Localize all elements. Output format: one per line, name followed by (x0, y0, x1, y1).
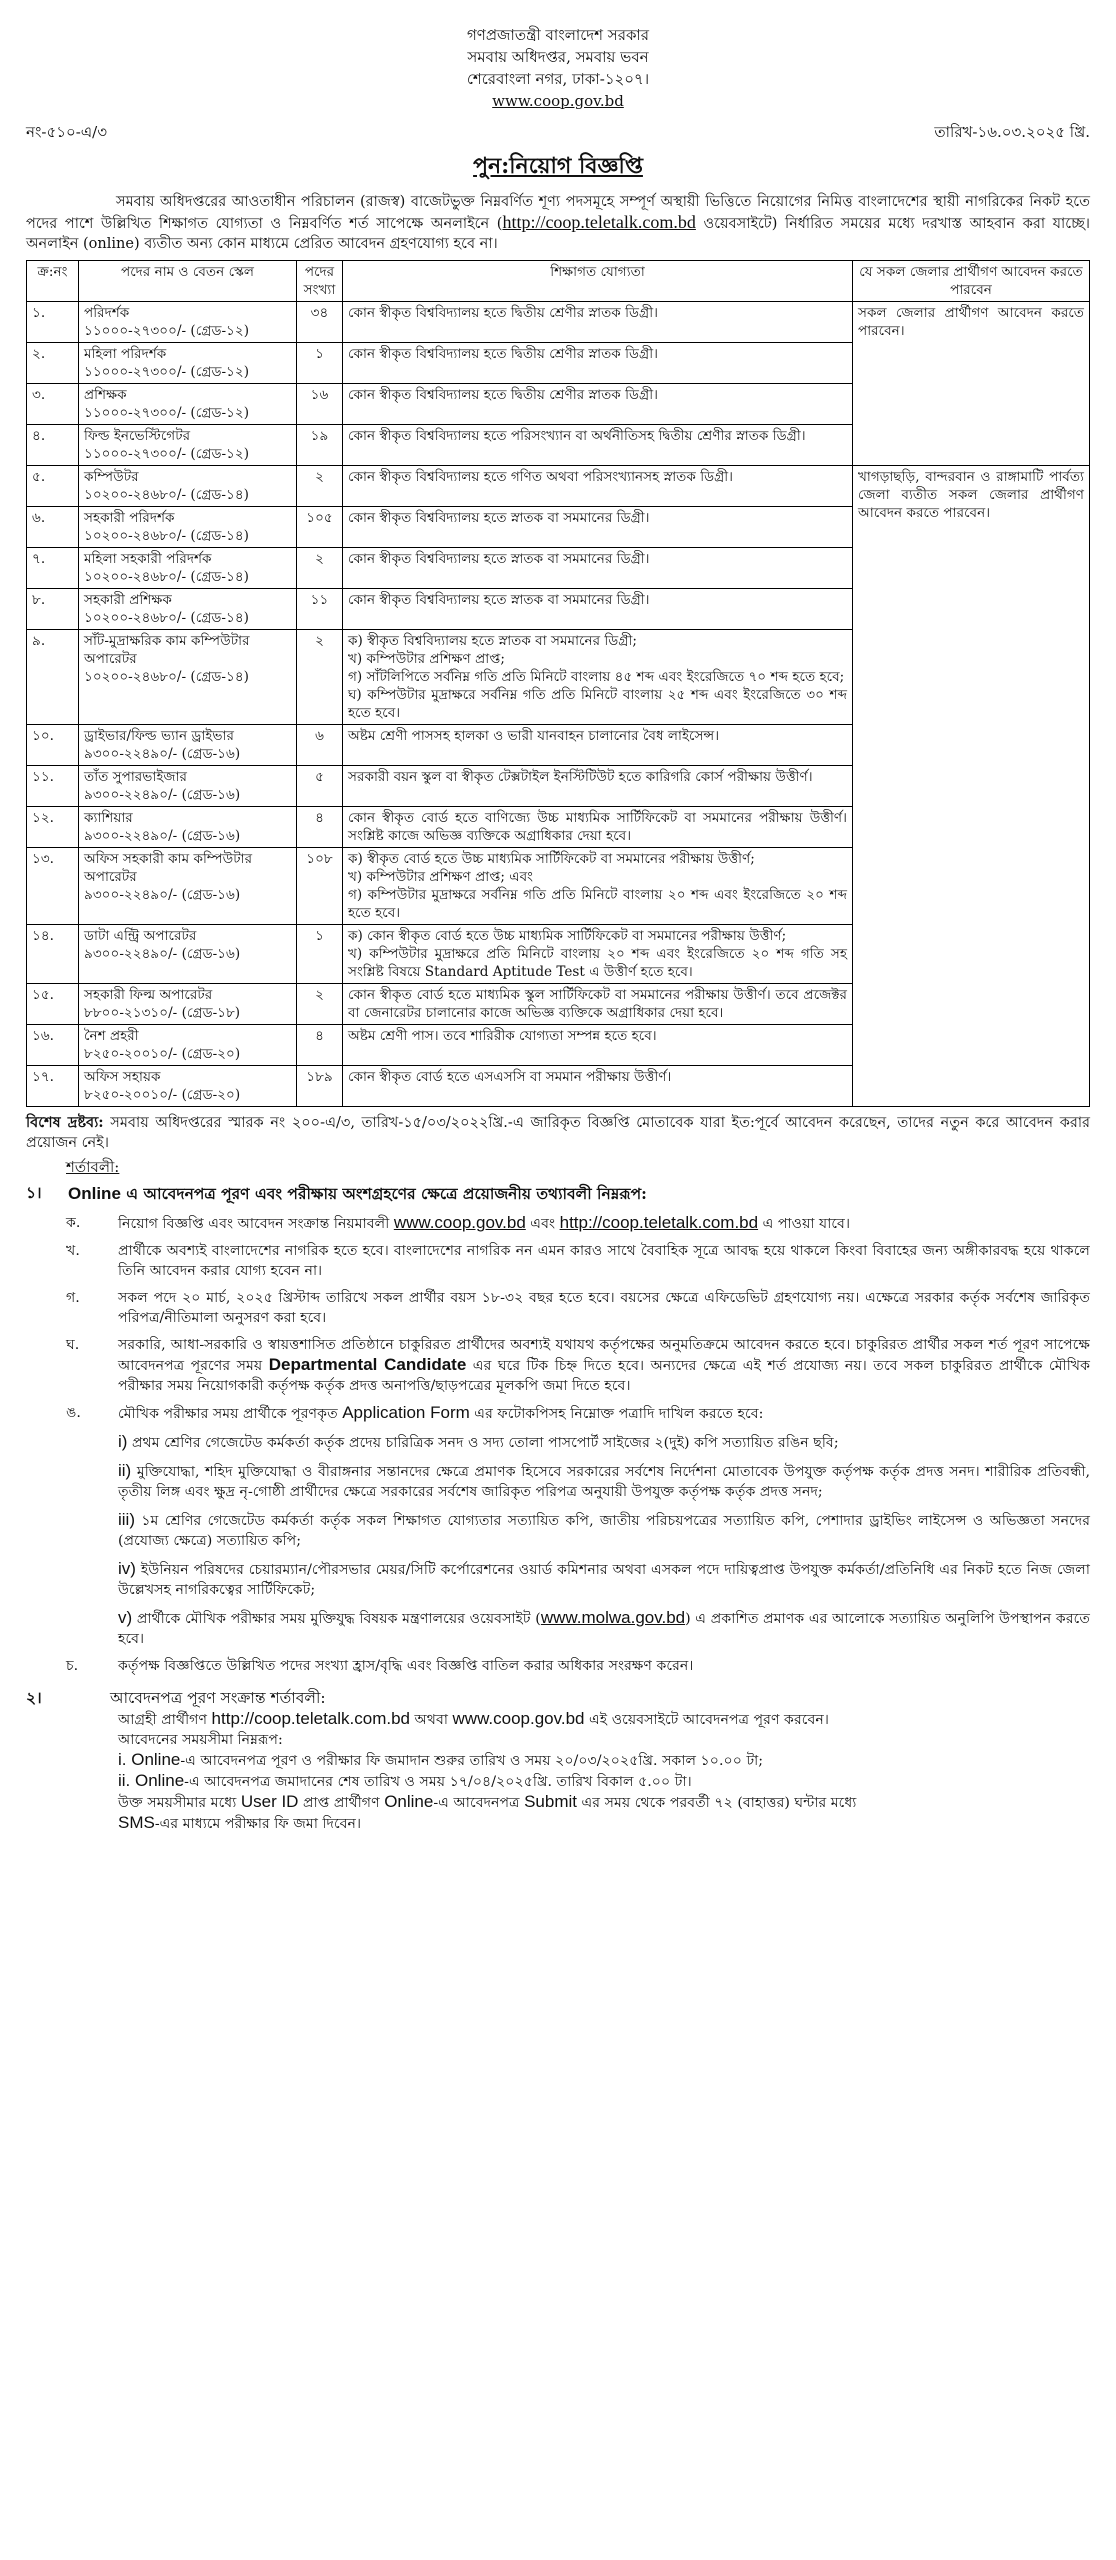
qualification-line: ক) কোন স্বীকৃত বোর্ড হতে উচ্চ মাধ্যমিক সার্টিফিকেট বা সমমানের পরীক্ষায় উত্তীর্ণ; (348, 927, 787, 944)
condition-ka: ক. নিয়োগ বিজ্ঞপ্তি এবং আবেদন সংক্রান্ত নিয়মাবলী www.coop.gov.bd এবং http://coop.teletalk.com.bd এ পাওয়া যাবে। (66, 1213, 851, 1233)
post-name: অফিস সহকারী কাম কম্পিউটার অপারেটর (84, 850, 253, 885)
row-serial: ১. (27, 301, 79, 342)
table-row (27, 465, 1090, 506)
row-post-name-cell (79, 1065, 297, 1106)
pay-scale: ৮২৫০-২০০১০/- (গ্রেড-২০) (84, 1045, 241, 1062)
eligible-districts-all: সকল জেলার প্রার্থীগণ আবেদন করতে পারবেন। (853, 301, 1090, 465)
pay-scale: ১০২০০-২৪৬৮০/- (গ্রেড-১৪) (84, 609, 249, 626)
row-serial: ১৬. (27, 1024, 79, 1065)
qualification-line: কোন স্বীকৃত বিশ্ববিদ্যালয় হতে গণিত অথবা পরিসংখ্যানসহ স্নাতক ডিগ্রী। (348, 468, 734, 485)
document-item-iii: iii) ১ম শ্রেণির গেজেটেড কর্মকর্তা কর্তৃক সকল শিক্ষাগত যোগ্যতার সত্যায়িত কপি, জাতীয় পরিচয়পত্রের সত্যায়িত কপি, পেশাদার ড্রাইভিং লাইসেন্স ও অভিজ্ঞতা সনদের (প্রযোজ্য ক্ষেত্রে) সত্যায়িত কপি; (118, 1510, 1090, 1550)
deadline-item-ii: ii. Online-এ আবেদনপত্র জমাদানের শেষ তারিখ ও সময় ১৭/০৪/২০২৫খ্রি. তারিখ বিকাল ৫.০০ টা। (118, 1771, 692, 1791)
row-qualification (343, 588, 853, 629)
qualification-line: কোন স্বীকৃত বিশ্ববিদ্যালয় হতে দ্বিতীয় শ্রেণীর স্নাতক ডিগ্রী। (348, 386, 658, 403)
post-name: সহকারী প্রশিক্ষক (84, 591, 172, 608)
eligible-districts-except-hill: খাগড়াছড়ি, বান্দরবান ও রাঙ্গামাটি পার্বত্য জেলা ব্যতীত সকল জেলার প্রার্থীগণ আবেদন করতে পারবেন। (853, 465, 1090, 1106)
memo-number: নং-৫১০-এ/৩ (26, 123, 107, 141)
row-serial: ১৪. (27, 924, 79, 983)
posts-table-body (27, 301, 1090, 1106)
row-qualification (343, 629, 853, 724)
row-serial: ১২. (27, 806, 79, 847)
qualification-line: কোন স্বীকৃত বোর্ড হতে বাণিজ্যে উচ্চ মাধ্যমিক সার্টিফিকেট বা সমমানের পরীক্ষায় উত্তীর্ণ। সংশ্লিষ্ট কাজে অভিজ্ঞ ব্যক্তিকে অগ্রাধিকার দেয়া হবে। (348, 809, 847, 844)
row-qualification (343, 1024, 853, 1065)
teletalk-link[interactable]: http://coop.teletalk.com.bd (502, 211, 696, 232)
row-qualification (343, 806, 853, 847)
molwa-website-link[interactable]: www.molwa.gov.bd (540, 1608, 686, 1628)
qualification-line: কোন স্বীকৃত বোর্ড হতে এসএসসি বা সমমান পরীক্ষায় উত্তীর্ণ। (348, 1068, 672, 1085)
table-row (27, 301, 1090, 342)
row-post-name-cell (79, 765, 297, 806)
qualification-line: অষ্টম শ্রেণী পাসসহ হালকা ও ভারী যানবাহন চালানোর বৈধ লাইসেন্স। (348, 727, 720, 744)
row-qualification (343, 465, 853, 506)
row-post-name-cell (79, 424, 297, 465)
row-post-name-cell (79, 1024, 297, 1065)
row-post-count: ৪ (297, 806, 343, 847)
qualification-line: কোন স্বীকৃত বোর্ড হতে মাধ্যমিক স্কুল সার্টিফিকেট বা সমমানের পরীক্ষায় উত্তীর্ণ। তবে প্রজেক্টর বা জেনারেটর চালানোর কাজে অভিজ্ঞ ব্যক্তিকে অগ্রাধিকার দেয়া হবে। (348, 986, 847, 1021)
qualification-line: খ) কম্পিউটার প্রশিক্ষণ প্রাপ্ত; (348, 650, 505, 667)
post-name: তাঁত সুপারভাইজার (84, 768, 188, 785)
pay-scale: ১১০০০-২৭৩০০/- (গ্রেড-১২) (84, 404, 249, 421)
row-serial: ১৫. (27, 983, 79, 1024)
header-post-name: পদের নাম ও বেতন স্কেল (79, 260, 297, 301)
row-post-count: ১ (297, 342, 343, 383)
section-1-number: ১। (26, 1183, 42, 1203)
intro-text-1: সমবায় অধিদপ্তরের আওতাধীন পরিচালন (রাজস্ব) বাজেটভুক্ত নিম্নবর্ণিত শূণ্য পদসমূহে সম্পূর্ণ অস্থায়ী ভিত্তিতে নিয়োগের নিমিত্ত বাংলাদেশের স্থায়ী নাগরিকের নিকট হতে পদের পাশে উল্লিখিত শিক্ষাগত যোগ্যতা ও নিম্নবর্ণিত শর্ত সাপেক্ষে অনলাইনে ( (26, 193, 1090, 232)
row-qualification (343, 724, 853, 765)
section-2-line-3: উক্ত সময়সীমার মধ্যে User ID প্রাপ্ত প্রার্থীগণ Online-এ আবেদনপত্র Submit এর সময় থেকে পরবর্তী ৭২ (বাহাত্তর) ঘন্টার মধ্যে (118, 1792, 857, 1812)
row-post-name-cell (79, 465, 297, 506)
section-2-number: ২। (26, 1688, 42, 1708)
special-notice-label: বিশেষ দ্রষ্টব্য: (26, 1113, 104, 1131)
row-post-count: ১৬ (297, 383, 343, 424)
post-name: নৈশ প্রহরী (84, 1027, 139, 1044)
department-address: শেরেবাংলা নগর, ঢাকা-১২০৭। (466, 70, 650, 88)
row-qualification (343, 924, 853, 983)
row-serial: ৭. (27, 547, 79, 588)
pay-scale: ১১০০০-২৭৩০০/- (গ্রেড-১২) (84, 363, 249, 380)
row-post-name-cell (79, 383, 297, 424)
post-name: ড্রাইভার/ফিল্ড ভ্যান ড্রাইভার (84, 727, 234, 744)
header-eligible-districts: যে সকল জেলার প্রার্থীগণ আবেদন করতে পারবেন (853, 260, 1090, 301)
pay-scale: ৯৩০০-২২৪৯০/- (গ্রেড-১৬) (84, 945, 241, 962)
section-2-line-1: আগ্রহী প্রার্থীগণ http://coop.teletalk.com.bd অথবা www.coop.gov.bd এই ওয়েবসাইটে আবেদনপত্র পূরণ করবেন। (118, 1709, 829, 1729)
row-post-count: ১৮৯ (297, 1065, 343, 1106)
post-name: ডাটা এন্ট্রি অপারেটর (84, 927, 197, 944)
pay-scale: ৮৮০০-২১৩১০/- (গ্রেড-১৮) (84, 1004, 241, 1021)
section-2-line-2: আবেদনের সময়সীমা নিম্নরূপ: (118, 1732, 283, 1749)
pay-scale: ৯৩০০-২২৪৯০/- (গ্রেড-১৬) (84, 745, 241, 762)
row-qualification (343, 342, 853, 383)
condition-gha: ঘ. সরকারি, আধা-সরকারি ও স্বায়ত্তশাসিত প্রতিষ্ঠানে চাকুরিরত প্রার্থীদের অবশ্যই যথাযথ কর্তৃপক্ষের অনুমতিক্রমে আবেদন করতে হবে। চাকুরিরত প্রার্থীর সকল শর্ত পূরণ সাপেক্ষে আবেদনপত্র পূরণের সময় Departmental Candidate এর ঘরে টিক চিহ্ন দিতে হবে। অন্যদের ক্ষেত্রে এই শর্ত প্রযোজ্য নয়। তবে সকল চাকুরিরত প্রার্থীকে মৌখিক পরীক্ষার সময় নিয়োগকারী কর্তৃপক্ষ কর্তৃক প্রদত্ত অনাপত্তি/ছাড়পত্রের মূলকপি জমা দিতে হবে। (66, 1337, 1090, 1395)
row-serial: ১১. (27, 765, 79, 806)
pay-scale: ৮২৫০-২০০১০/- (গ্রেড-২০) (84, 1086, 241, 1103)
pay-scale: ১১০০০-২৭৩০০/- (গ্রেড-১২) (84, 322, 249, 339)
intro-paragraph (26, 192, 1090, 254)
pay-scale: ১০২০০-২৪৬৮০/- (গ্রেড-১৪) (84, 568, 249, 585)
post-name: ক্যাশিয়ার (84, 809, 133, 826)
header-serial: ক্র:নং (27, 260, 79, 301)
qualification-line: কোন স্বীকৃত বিশ্ববিদ্যালয় হতে স্নাতক বা সমমানের ডিগ্রী। (348, 509, 650, 526)
qualification-line: সরকারী বয়ন স্কুল বা স্বীকৃত টেক্সটাইল ইনস্টিটিউট হতে কারিগরি কোর্স পরীক্ষায় উত্তীর্ণ। (348, 768, 813, 785)
pay-scale: ৯৩০০-২২৪৯০/- (গ্রেড-১৬) (84, 786, 241, 803)
condition-umo: ঙ. মৌখিক পরীক্ষার সময় প্রার্থীকে পূরণকৃত Application Form এর ফটোকপিসহ নিম্নোক্ত পত্রাদি দাখিল করতে হবে: (66, 1403, 764, 1423)
row-qualification (343, 424, 853, 465)
row-serial: ৬. (27, 506, 79, 547)
row-post-count: ২ (297, 465, 343, 506)
row-post-count: ৪ (297, 1024, 343, 1065)
qualification-line: খ) কম্পিউটার প্রশিক্ষণ প্রাপ্ত; এবং (348, 868, 533, 885)
condition-ga: গ. সকল পদে ২০ মার্চ, ২০২৫ খ্রিস্টাব্দ তারিখে সকল প্রার্থীর বয়স ১৮-৩২ বছর হতে হবে। বয়সের ক্ষেত্রে এফিডেভিট গ্রহণযোগ্য নয়। এক্ষেত্রে সরকার কর্তৃক সর্বশেষ জারিকৃত পরিপত্র/নীতিমালা অনুসরণ করা হবে। (66, 1290, 1090, 1327)
section-1-title: Online এ আবেদনপত্র পূরণ এবং পরীক্ষায় অংশগ্রহণের ক্ষেত্রে প্রয়োজনীয় তথ্যাবলী নিম্নরূপ: (68, 1184, 647, 1204)
row-qualification (343, 983, 853, 1024)
row-qualification (343, 506, 853, 547)
row-post-count: ৫ (297, 765, 343, 806)
qualification-line: কোন স্বীকৃত বিশ্ববিদ্যালয় হতে স্নাতক বা সমমানের ডিগ্রী। (348, 591, 650, 608)
row-serial: ২. (27, 342, 79, 383)
special-notice (26, 1113, 1090, 1153)
pay-scale: ১১০০০-২৭৩০০/- (গ্রেড-১২) (84, 445, 249, 462)
qualification-line: ক) স্বীকৃত বোর্ড হতে উচ্চ মাধ্যমিক সার্টিফিকেট বা সমমানের পরীক্ষায় উত্তীর্ণ; (348, 850, 755, 867)
post-name: মহিলা সহকারী পরিদর্শক (84, 550, 212, 567)
row-serial: ৫. (27, 465, 79, 506)
teletalk-website-link[interactable]: http://coop.teletalk.com.bd (559, 1213, 759, 1233)
row-post-count: ১০৮ (297, 847, 343, 924)
post-name: মহিলা পরিদর্শক (84, 345, 167, 362)
row-post-name-cell (79, 983, 297, 1024)
row-qualification (343, 1065, 853, 1106)
row-serial: ৪. (27, 424, 79, 465)
qualification-line: কোন স্বীকৃত বিশ্ববিদ্যালয় হতে পরিসংখ্যান বা অর্থনীতিসহ দ্বিতীয় শ্রেণীর স্নাতক ডিগ্রী। (348, 427, 806, 444)
table-header-row (27, 260, 1090, 301)
coop-website-link[interactable]: www.coop.gov.bd (393, 1213, 526, 1233)
post-name: সহকারী পরিদর্শক (84, 509, 175, 526)
row-post-count: ২ (297, 547, 343, 588)
row-post-name-cell (79, 342, 297, 383)
qualification-line: কোন স্বীকৃত বিশ্ববিদ্যালয় হতে দ্বিতীয় শ্রেণীর স্নাতক ডিগ্রী। (348, 345, 658, 362)
row-qualification (343, 301, 853, 342)
qualification-line: অষ্টম শ্রেণী পাস। তবে শারিরীক যোগ্যতা সম্পন্ন হতে হবে। (348, 1027, 657, 1044)
intro-text-2: ওয়েবসাইটে) নির্ধারিত সময়ের মধ্যে দরখাস্ত আহবান করা যাচ্ছে। অনলাইন (online) ব্যতীত অন্য কোন মাধ্যমে প্রেরিত আবেদন গ্রহণযোগ্য হবে না। (26, 215, 1090, 252)
coop-apply-link[interactable]: www.coop.gov.bd (452, 1709, 585, 1729)
row-post-name-cell (79, 588, 297, 629)
row-serial: ১৭. (27, 1065, 79, 1106)
row-post-count: ৬ (297, 724, 343, 765)
post-name: সাঁট-মুদ্রাক্ষরিক কাম কম্পিউটার অপারেটর (84, 632, 250, 667)
post-name: সহকারী ফিল্ম অপারেটর (84, 986, 213, 1003)
row-post-count: ২ (297, 629, 343, 724)
teletalk-apply-link[interactable]: http://coop.teletalk.com.bd (211, 1709, 410, 1729)
section-2-heading (26, 1688, 1090, 1709)
row-qualification (343, 547, 853, 588)
pay-scale: ৯৩০০-২২৪৯০/- (গ্রেড-১৬) (84, 886, 241, 903)
row-post-count: ১৯ (297, 424, 343, 465)
page-title: পুন:নিয়োগ বিজ্ঞপ্তি (473, 153, 643, 180)
deadline-item-i: i. Online-এ আবেদনপত্র পূরণ ও পরীক্ষার ফি জমাদান শুরুর তারিখ ও সময় ২০/০৩/২০২৫খ্রি. সকাল ১০.০০ টা; (118, 1750, 764, 1770)
row-post-count: ৩৪ (297, 301, 343, 342)
row-qualification (343, 383, 853, 424)
section-2-line-4: SMS-এর মাধ্যমে পরীক্ষার ফি জমা দিবেন। (118, 1813, 362, 1833)
post-name: ফিল্ড ইনভেস্টিগেটর (84, 427, 191, 444)
header-qualification: শিক্ষাগত যোগ্যতা (343, 260, 853, 301)
letterhead (26, 24, 1090, 112)
pay-scale: ১০২০০-২৪৬৮০/- (গ্রেড-১৪) (84, 668, 249, 685)
post-name: কম্পিউটর (84, 468, 139, 485)
document-item-i: i) প্রথম শ্রেণির গেজেটেড কর্মকর্তা কর্তৃক প্রদেয় চারিত্রিক সনদ ও সদ্য তোলা পাসপোর্ট সাইজের ২(দুই) কপি সত্যায়িত রঙিন ছবি; (118, 1432, 839, 1452)
govt-name: গণপ্রজাতন্ত্রী বাংলাদেশ সরকার (466, 26, 650, 44)
reference-line (26, 122, 1090, 142)
row-post-name-cell (79, 506, 297, 547)
row-serial: ১৩. (27, 847, 79, 924)
pay-scale: ১০২০০-২৪৬৮০/- (গ্রেড-১৪) (84, 486, 249, 503)
row-post-name-cell (79, 724, 297, 765)
row-post-count: ১ (297, 924, 343, 983)
qualification-line: ক) স্বীকৃত বিশ্ববিদ্যালয় হতে স্নাতক বা সমমানের ডিগ্রী; (348, 632, 637, 649)
qualification-line: কোন স্বীকৃত বিশ্ববিদ্যালয় হতে স্নাতক বা সমমানের ডিগ্রী। (348, 550, 650, 567)
row-serial: ৮. (27, 588, 79, 629)
condition-cha: চ. কর্তৃপক্ষ বিজ্ঞপ্তিতে উল্লিখিত পদের সংখ্যা হ্রাস/বৃদ্ধি এবং বিজ্ঞপ্তি বাতিল করার অধিকার সংরক্ষণ করেন। (66, 1658, 694, 1675)
row-post-name-cell (79, 547, 297, 588)
post-name: পরিদর্শক (84, 304, 130, 321)
row-qualification (343, 847, 853, 924)
header-post-count: পদের সংখ্যা (297, 260, 343, 301)
qualification-line: ঘ) কম্পিউটার মুদ্রাক্ষরে সর্বনিম্ন গতি প্রতি মিনিটে বাংলায় ২৫ শব্দ এবং ইংরেজিতে ৩০ শব্দ হতে হবে। (348, 686, 847, 721)
posts-table (26, 260, 1090, 1107)
row-post-name-cell (79, 806, 297, 847)
document-item-ii: ii) মুক্তিযোদ্ধা, শহিদ মুক্তিযোদ্ধা ও বীরাঙ্গনার সন্তানদের ক্ষেত্রে প্রমাণক হিসেবে সরকারের সর্বশেষ নির্দেশনা মোতাবেক উপযুক্ত কর্তৃপক্ষ কর্তৃক প্রদত্ত সনদ। শারীরিক প্রতিবন্ধী, তৃতীয় লিঙ্গ এবং ক্ষুদ্র নৃ-গোষ্ঠী প্রার্থীদের ক্ষেত্রে সরকারের সর্বশেষ জারিকৃত পরিপত্র অনুযায়ী উপযুক্ত কর্তৃপক্ষ কর্তৃক প্রদত্ত সনদ; (118, 1461, 1090, 1501)
section-2-title: আবেদনপত্র পূরণ সংক্রান্ত শর্তাবলী: (110, 1689, 326, 1708)
row-post-count: ২ (297, 983, 343, 1024)
circular-date: তারিখ-১৬.০৩.২০২৫ খ্রি. (934, 123, 1090, 141)
row-serial: ৯. (27, 629, 79, 724)
row-post-name-cell (79, 847, 297, 924)
qualification-line: গ) সাঁটলিপিতে সর্বনিম্ন গতি প্রতি মিনিটে বাংলায় ৪৫ শব্দ এবং ইংরেজিতে ৭০ শব্দ হতে হবে; (348, 668, 845, 685)
pay-scale: ১০২০০-২৪৬৮০/- (গ্রেড-১৪) (84, 527, 249, 544)
conditions-heading: শর্তাবলী: (66, 1157, 120, 1176)
row-qualification (343, 765, 853, 806)
qualification-line: কোন স্বীকৃত বিশ্ববিদ্যালয় হতে দ্বিতীয় শ্রেণীর স্নাতক ডিগ্রী। (348, 304, 658, 321)
pay-scale: ৯৩০০-২২৪৯০/- (গ্রেড-১৬) (84, 827, 241, 844)
department-website-link[interactable]: www.coop.gov.bd (492, 92, 624, 110)
post-name: অফিস সহায়ক (84, 1068, 161, 1085)
document-item-iv: iv) ইউনিয়ন পরিষদের চেয়ারম্যান/পৌরসভার মেয়র/সিটি কর্পোরেশনের ওয়ার্ড কমিশনার অথবা এসকল পদে দায়িত্বপ্রাপ্ত উপযুক্ত কর্মকর্তা/প্রতিনিধি এর নিকট হতে নিজ জেলা উল্লেখসহ নাগরিকত্বের সার্টিফিকেট; (118, 1559, 1090, 1599)
row-post-name-cell (79, 301, 297, 342)
post-name: প্রশিক্ষক (84, 386, 127, 403)
condition-kha: খ. প্রার্থীকে অবশ্যই বাংলাদেশের নাগরিক হতে হবে। বাংলাদেশের নাগরিক নন এমন কারও সাথে বৈবাহিক সূত্রে আবদ্ধ হয়ে থাকলে কিংবা বিবাহের জন্য অঙ্গীকারবদ্ধ হয়ে থাকলে তিনি আবেদন করার যোগ্য হবেন না। (66, 1243, 1090, 1280)
document-item-v: v) প্রার্থীকে মৌখিক পরীক্ষার সময় মুক্তিযুদ্ধ বিষয়ক মন্ত্রণালয়ের ওয়েবসাইট (www.molwa.gov.bd) এ প্রকাশিত প্রমাণক এর আলোকে সত্যায়িত অনুলিপি উপস্থাপন করতে হবে। (118, 1608, 1091, 1648)
row-post-count: ১১ (297, 588, 343, 629)
row-serial: ৩. (27, 383, 79, 424)
row-post-name-cell (79, 924, 297, 983)
section-1-heading (26, 1183, 1090, 1206)
row-post-count: ১০৫ (297, 506, 343, 547)
qualification-line: খ) কম্পিউটার মুদ্রাক্ষরে প্রতি মিনিটে বাংলায় ২০ শব্দ এবং ইংরেজিতে ২০ শব্দ গতি সহ সংশ্লিষ্ট বিষয়ে Standard Aptitude Test এ উত্তীর্ণ হতে হবে। (348, 945, 847, 980)
row-post-name-cell (79, 629, 297, 724)
department-name: সমবায় অধিদপ্তর, সমবায় ভবন (467, 48, 649, 66)
row-serial: ১০. (27, 724, 79, 765)
special-notice-text: সমবায় অধিদপ্তরের স্মারক নং ২০০-এ/৩, তারিখ-১৫/০৩/২০২২খ্রি.-এ জারিকৃত বিজ্ঞপ্তি মোতাবেক যারা ইত:পূর্বে আবেদন করেছেন, তাদের নতুন করে আবেদন করার প্রয়োজন নেই। (26, 1114, 1090, 1151)
qualification-line: গ) কম্পিউটার মুদ্রাক্ষরে সর্বনিম্ন গতি প্রতি মিনিটে বাংলায় ২০ শব্দ এবং ইংরেজিতে ২০ শব্দ হতে হবে। (348, 886, 847, 921)
